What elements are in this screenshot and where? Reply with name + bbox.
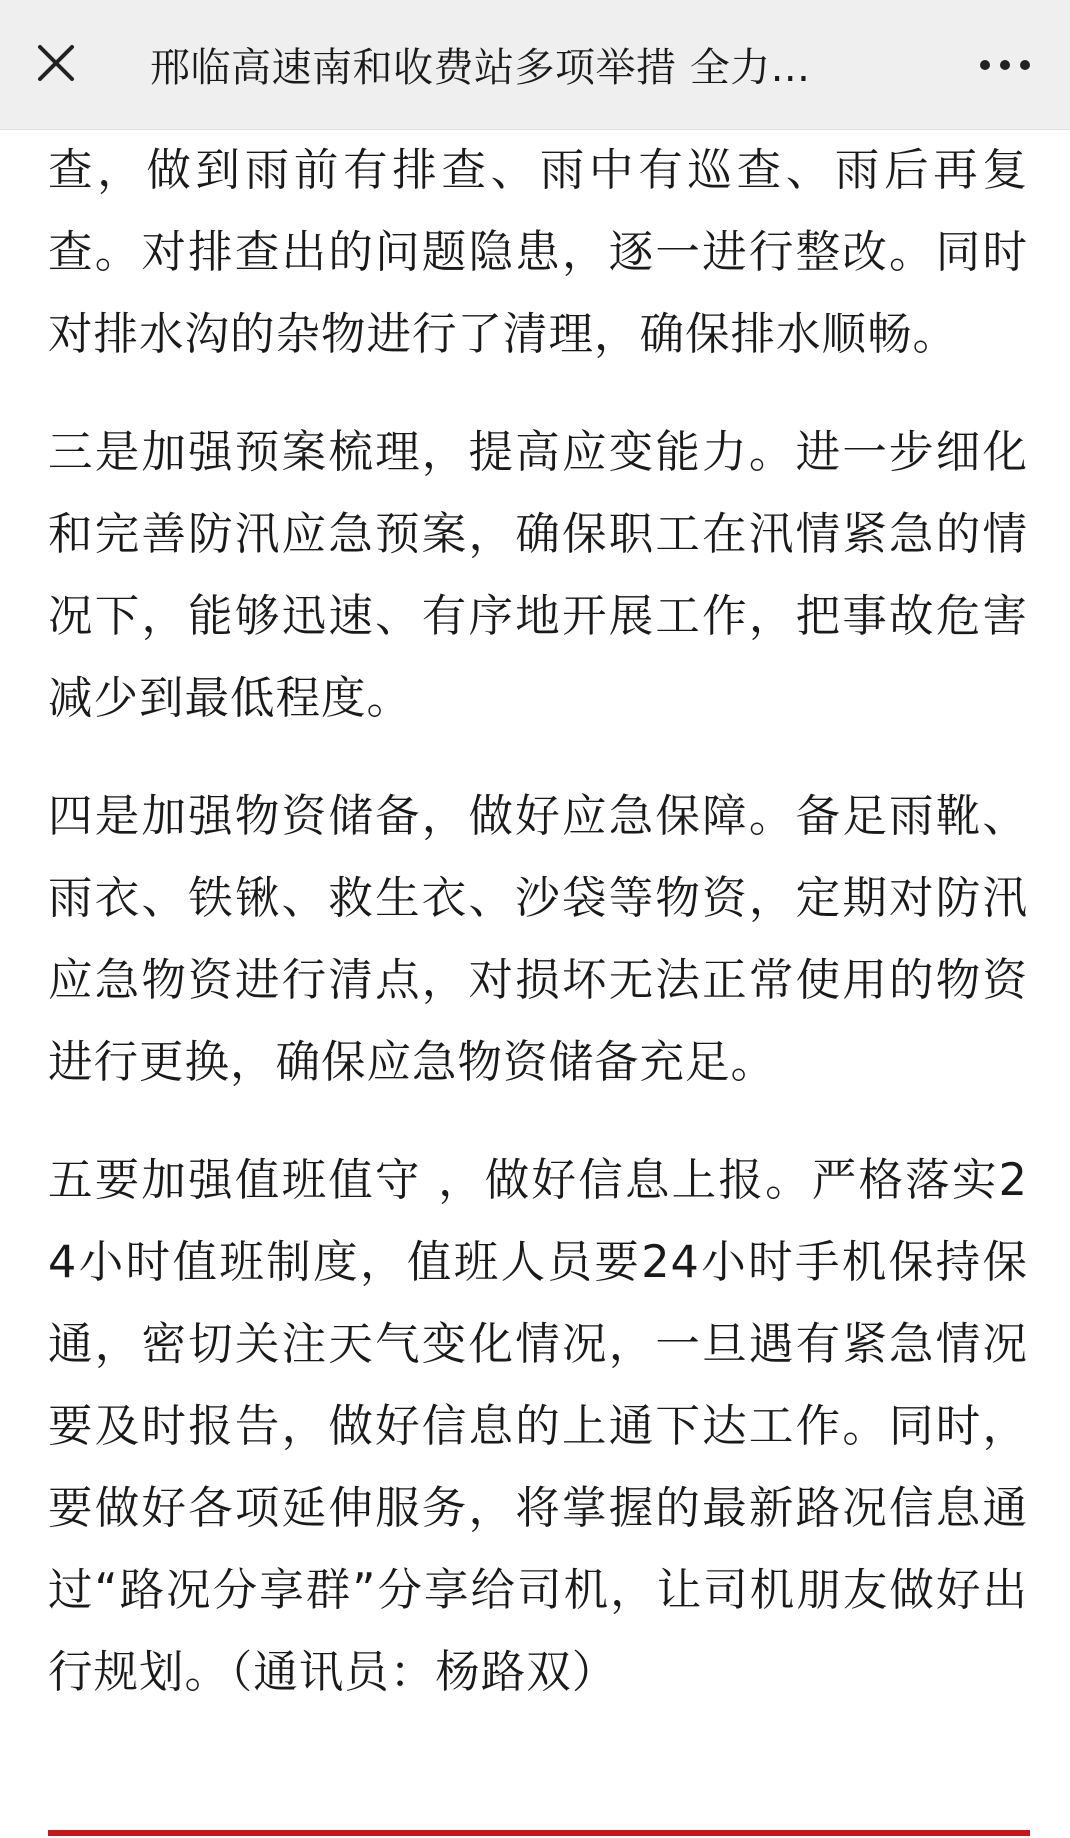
more-options-button[interactable]: [965, 35, 1045, 95]
article-paragraph: 五要加强值班值守 ，做好信息上报。严格落实24小时值班制度，值班人员要24小时手机保持保通，密切关注天气变化情况，一旦遇有紧急情况要及时报告，做好信息的上通下达工作。同时，要做好各项延伸服务，将掌握的最新路况信息通过“路况分享群”分享给司机，让司机朋友做好出行规划。（通讯员：杨路双）: [48, 1155, 1028, 1698]
close-button[interactable]: [26, 33, 86, 93]
article-body: [48, 130, 1028, 1714]
article-paragraph: 三是加强预案梳理，提高应变能力。进一步细化和完善防汛应急预案，确保职工在汛情紧急的情况下，能够迅速、有序地开展工作，把事故危害减少到最低程度。: [48, 427, 1028, 724]
page-title: 邢临高速南和收费站多项举措 全力...: [150, 45, 811, 91]
article-paragraph: 查，做到雨前有排查、雨中有巡查、雨后再复查。对排查出的问题隐患，逐一进行整改。同时对排水沟的杂物进行了清理，确保排水顺畅。: [48, 145, 1028, 360]
top-navigation-bar: [0, 0, 1070, 130]
section-divider: [48, 1830, 1030, 1836]
article-paragraph: 四是加强物资储备，做好应急保障。备足雨靴、雨衣、铁锹、救生衣、沙袋等物资，定期对防汛应急物资进行清点，对损坏无法正常使用的物资进行更换，确保应急物资储备充足。: [48, 791, 1028, 1088]
more-horizontal-icon: [965, 35, 1045, 95]
close-icon: [26, 33, 86, 93]
